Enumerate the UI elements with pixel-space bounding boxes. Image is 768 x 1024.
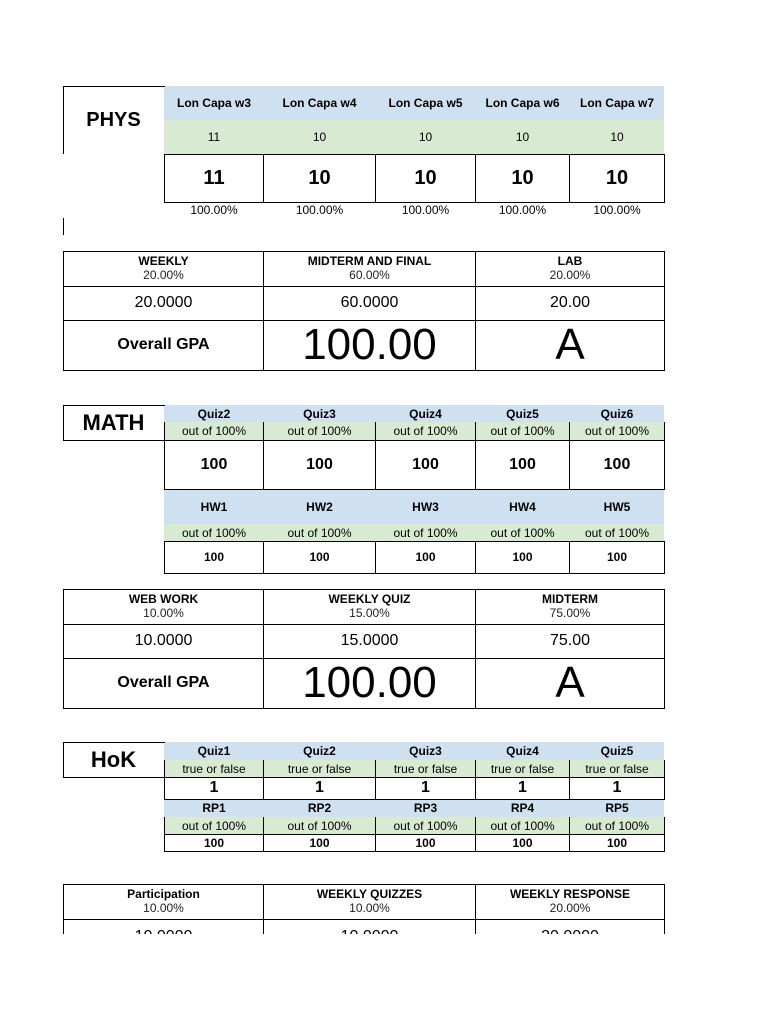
grid-line xyxy=(263,817,264,851)
math-hw-subheader[interactable]: out of 100% xyxy=(287,525,352,540)
grid-line xyxy=(569,154,570,202)
grid-line xyxy=(475,760,476,799)
grid-line xyxy=(63,86,64,154)
math-quiz-score[interactable]: 100 xyxy=(603,455,631,473)
math-hw-subheader[interactable]: out of 100% xyxy=(490,525,555,540)
grid-line xyxy=(263,541,264,573)
grid-line xyxy=(63,742,64,777)
math-weight-label[interactable]: MIDTERM xyxy=(542,591,598,606)
grid-line xyxy=(63,251,665,252)
hok-quiz-score[interactable]: 1 xyxy=(612,779,622,796)
hok-weight-percent[interactable]: 20.00% xyxy=(549,900,591,915)
phys-weight-cell xyxy=(476,251,664,286)
grid-line xyxy=(569,817,570,851)
hok-rp-header[interactable]: RP4 xyxy=(510,801,535,815)
math-hw-header[interactable]: HW3 xyxy=(412,499,439,514)
math-quiz-subheader[interactable]: out of 100% xyxy=(584,424,650,438)
math-quiz-score[interactable]: 100 xyxy=(509,455,536,473)
grid-line xyxy=(664,251,665,370)
grid-line xyxy=(63,777,165,778)
phys-raw-score[interactable]: 10 xyxy=(312,130,327,144)
phys-weight-percent[interactable]: 20.00% xyxy=(549,267,591,282)
math-hw-score[interactable]: 100 xyxy=(309,550,330,564)
hok-quiz-header[interactable]: Quiz4 xyxy=(506,744,539,758)
grid-line xyxy=(164,154,665,155)
grid-line xyxy=(263,422,264,440)
phys-weight-percent[interactable]: 60.00% xyxy=(349,267,390,282)
grid-line xyxy=(569,422,570,440)
grid-line xyxy=(63,440,165,441)
hok-quiz-subheader[interactable]: true or false xyxy=(490,761,555,776)
math-hw-header[interactable]: HW5 xyxy=(603,499,631,514)
phys-weight-label[interactable]: LAB xyxy=(557,253,583,268)
phys-weight-cell xyxy=(264,251,475,286)
grid-line xyxy=(263,440,264,489)
phys-weight-label[interactable]: WEEKLY xyxy=(138,253,189,268)
grid-line xyxy=(664,589,665,708)
math-quiz-subheader[interactable]: out of 100% xyxy=(287,424,352,438)
grid-line xyxy=(475,422,476,440)
phys-assignment-header[interactable]: Lon Capa w7 xyxy=(579,96,654,110)
hok-rp-header[interactable]: RP2 xyxy=(307,801,332,815)
grid-line xyxy=(164,851,665,852)
grid-line xyxy=(63,218,64,235)
grid-line xyxy=(664,440,665,489)
phys-percent[interactable]: 100.00% xyxy=(593,203,641,217)
grid-line xyxy=(475,541,476,573)
grid-line xyxy=(664,760,665,799)
hok-rp-subheader[interactable]: out of 100% xyxy=(584,818,650,833)
math-hw-header[interactable]: HW2 xyxy=(306,499,333,514)
hok-rp-score[interactable]: 100 xyxy=(606,835,628,850)
grid-line xyxy=(569,440,570,489)
math-hw-subheader[interactable]: out of 100% xyxy=(393,525,458,540)
phys-assignment-header[interactable]: Lon Capa w6 xyxy=(485,96,560,110)
phys-weight-cell xyxy=(64,251,263,286)
math-quiz-header[interactable]: Quiz4 xyxy=(409,406,442,421)
hok-course-name[interactable]: HoK xyxy=(90,746,137,772)
hok-weight-label[interactable]: Participation xyxy=(127,886,200,901)
grid-line xyxy=(63,708,665,709)
grid-line xyxy=(664,541,665,573)
phys-weight-label[interactable]: MIDTERM AND FINAL xyxy=(307,253,432,268)
phys-score[interactable]: 11 xyxy=(203,167,225,189)
hok-rp-subheader[interactable]: out of 100% xyxy=(490,818,555,833)
phys-gpa-label[interactable]: Overall GPA xyxy=(117,336,210,353)
grid-line xyxy=(164,489,665,490)
math-hw-subheader[interactable]: out of 100% xyxy=(181,525,247,540)
hok-rp-score[interactable]: 100 xyxy=(309,835,330,850)
math-weighted-score[interactable]: 75.00 xyxy=(549,632,591,649)
phys-weighted-score[interactable]: 60.0000 xyxy=(340,294,399,311)
math-gpa-value[interactable]: 100.00 xyxy=(302,658,437,707)
math-hw-header[interactable]: HW4 xyxy=(509,499,536,514)
math-weight-cell xyxy=(64,589,263,624)
page-bottom-margin xyxy=(0,934,768,1024)
math-quiz-score[interactable]: 100 xyxy=(412,455,439,473)
math-letter-grade[interactable]: A xyxy=(555,658,585,707)
hok-weight-percent[interactable]: 10.00% xyxy=(143,900,184,915)
grid-line xyxy=(569,541,570,573)
hok-weight-percent[interactable]: 10.00% xyxy=(349,900,390,915)
grid-line xyxy=(164,777,665,778)
grid-line xyxy=(475,817,476,851)
hok-weight-label[interactable]: WEEKLY QUIZZES xyxy=(316,886,423,901)
grid-line xyxy=(63,589,665,590)
grid-line xyxy=(164,440,165,489)
hok-rp-header[interactable]: RP1 xyxy=(202,801,226,815)
hok-quiz-subheader[interactable]: true or false xyxy=(393,761,458,776)
math-hw-score[interactable]: 100 xyxy=(606,550,628,564)
math-quiz-header[interactable]: Quiz6 xyxy=(600,406,634,421)
math-quiz-subheader[interactable]: out of 100% xyxy=(490,424,555,438)
phys-raw-score[interactable]: 10 xyxy=(515,130,530,144)
grid-line xyxy=(263,251,264,370)
math-hw-score[interactable]: 100 xyxy=(203,550,225,564)
grid-line xyxy=(375,760,376,799)
hok-quiz-subheader[interactable]: true or false xyxy=(585,761,649,776)
grid-line xyxy=(475,251,476,370)
phys-gpa-value[interactable]: 100.00 xyxy=(302,320,437,369)
hok-weight-cell xyxy=(64,884,263,919)
grid-line xyxy=(375,422,376,440)
math-quiz-header[interactable]: Quiz5 xyxy=(506,406,539,421)
grid-line xyxy=(63,624,665,625)
grid-line xyxy=(63,405,165,406)
grid-line xyxy=(164,834,665,835)
math-quiz-header[interactable]: Quiz3 xyxy=(303,406,336,421)
grid-line xyxy=(164,422,165,440)
grid-line xyxy=(63,370,665,371)
phys-percent[interactable]: 100.00% xyxy=(190,203,238,217)
grid-line xyxy=(664,422,665,440)
hok-quiz-score[interactable]: 1 xyxy=(209,779,219,796)
grid-line xyxy=(63,86,165,87)
grid-line xyxy=(569,760,570,799)
hok-quiz-score[interactable]: 1 xyxy=(518,779,527,796)
grid-line xyxy=(263,154,264,202)
math-hw-score[interactable]: 100 xyxy=(415,550,436,564)
math-course-name[interactable]: MATH xyxy=(82,409,145,435)
hok-rp-header[interactable]: RP3 xyxy=(413,801,438,815)
phys-weight-percent[interactable]: 20.00% xyxy=(143,267,184,282)
phys-percent[interactable]: 100.00% xyxy=(401,203,450,217)
hok-rp-score[interactable]: 100 xyxy=(512,835,533,850)
phys-assignment-header[interactable]: Lon Capa w5 xyxy=(388,96,463,110)
hok-weight-cell xyxy=(476,884,664,919)
grid-line xyxy=(164,541,165,573)
phys-raw-score[interactable]: 10 xyxy=(610,130,624,144)
grid-line xyxy=(475,589,476,708)
grid-line xyxy=(375,541,376,573)
grid-line xyxy=(375,817,376,851)
math-weight-label[interactable]: WEB WORK xyxy=(128,591,199,606)
grid-line xyxy=(164,799,665,800)
grid-line xyxy=(63,884,665,885)
phys-assignment-header[interactable]: Lon Capa w4 xyxy=(282,96,357,110)
grid-line xyxy=(164,760,165,799)
math-weight-cell xyxy=(476,589,664,624)
math-weight-cell xyxy=(264,589,475,624)
phys-course-name[interactable]: PHYS xyxy=(86,108,141,131)
math-weighted-score[interactable]: 10.0000 xyxy=(134,632,193,649)
math-quiz-score[interactable]: 100 xyxy=(306,455,333,473)
phys-raw-score[interactable]: 11 xyxy=(207,130,221,144)
math-weighted-score[interactable]: 15.0000 xyxy=(340,632,399,649)
hok-rp-subheader[interactable]: out of 100% xyxy=(181,818,247,833)
hok-quiz-header[interactable]: Quiz5 xyxy=(600,744,634,758)
math-hw-header[interactable]: HW1 xyxy=(200,499,228,514)
hok-weight-cell xyxy=(264,884,475,919)
hok-quiz-subheader[interactable]: true or false xyxy=(182,761,246,776)
hok-quiz-score[interactable]: 1 xyxy=(421,779,430,796)
phys-weighted-score[interactable]: 20.0000 xyxy=(134,294,193,311)
grid-line xyxy=(375,154,376,202)
grid-line xyxy=(664,817,665,851)
phys-score[interactable]: 10 xyxy=(414,167,437,189)
grid-line xyxy=(375,440,376,489)
hok-rp-score[interactable]: 100 xyxy=(415,835,436,850)
math-hw-subheader[interactable]: out of 100% xyxy=(584,525,650,540)
phys-percent[interactable]: 100.00% xyxy=(295,203,344,217)
hok-quiz-header[interactable]: Quiz3 xyxy=(409,744,442,758)
hok-quiz-header[interactable]: Quiz1 xyxy=(197,744,231,758)
grid-line xyxy=(164,154,165,202)
math-weight-label[interactable]: WEEKLY QUIZ xyxy=(328,591,411,606)
grid-line xyxy=(664,154,665,202)
math-quiz-score[interactable]: 100 xyxy=(200,455,228,473)
hok-quiz-score[interactable]: 1 xyxy=(315,779,324,796)
grid-line xyxy=(63,405,64,440)
math-weight-percent[interactable]: 75.00% xyxy=(549,605,591,620)
grid-line xyxy=(63,251,64,370)
phys-percent[interactable]: 100.00% xyxy=(498,203,547,217)
math-weight-percent[interactable]: 10.00% xyxy=(143,605,184,620)
grid-line xyxy=(63,919,665,920)
grid-line xyxy=(164,541,665,542)
phys-letter-grade[interactable]: A xyxy=(555,320,585,369)
grid-line xyxy=(475,440,476,489)
grid-line xyxy=(63,589,64,708)
math-quiz-header[interactable]: Quiz2 xyxy=(197,406,231,421)
phys-raw-score[interactable]: 10 xyxy=(418,130,433,144)
math-hw-score[interactable]: 100 xyxy=(512,550,533,564)
grid-line xyxy=(475,154,476,202)
phys-score[interactable]: 10 xyxy=(511,167,534,189)
hok-rp-subheader[interactable]: out of 100% xyxy=(287,818,352,833)
hok-quiz-subheader[interactable]: true or false xyxy=(287,761,352,776)
hok-rp-header[interactable]: RP5 xyxy=(605,801,629,815)
grid-line xyxy=(164,817,165,851)
grid-line xyxy=(263,760,264,799)
hok-rp-score[interactable]: 100 xyxy=(203,835,225,850)
math-quiz-subheader[interactable]: out of 100% xyxy=(393,424,458,438)
phys-score[interactable]: 10 xyxy=(605,167,629,189)
hok-rp-subheader[interactable]: out of 100% xyxy=(393,818,458,833)
hok-quiz-header[interactable]: Quiz2 xyxy=(303,744,336,758)
phys-assignment-header[interactable]: Lon Capa w3 xyxy=(176,96,251,110)
grid-line xyxy=(63,286,665,287)
grid-line xyxy=(164,202,665,203)
phys-score[interactable]: 10 xyxy=(308,167,331,189)
math-weight-percent[interactable]: 15.00% xyxy=(349,605,390,620)
hok-weight-label[interactable]: WEEKLY RESPONSE xyxy=(509,886,631,901)
grid-line xyxy=(164,573,665,574)
grid-line xyxy=(63,742,165,743)
math-quiz-subheader[interactable]: out of 100% xyxy=(181,424,247,438)
grid-line xyxy=(164,440,665,441)
phys-weighted-score[interactable]: 20.00 xyxy=(549,294,591,311)
math-gpa-label[interactable]: Overall GPA xyxy=(117,674,210,691)
grid-line xyxy=(263,589,264,708)
